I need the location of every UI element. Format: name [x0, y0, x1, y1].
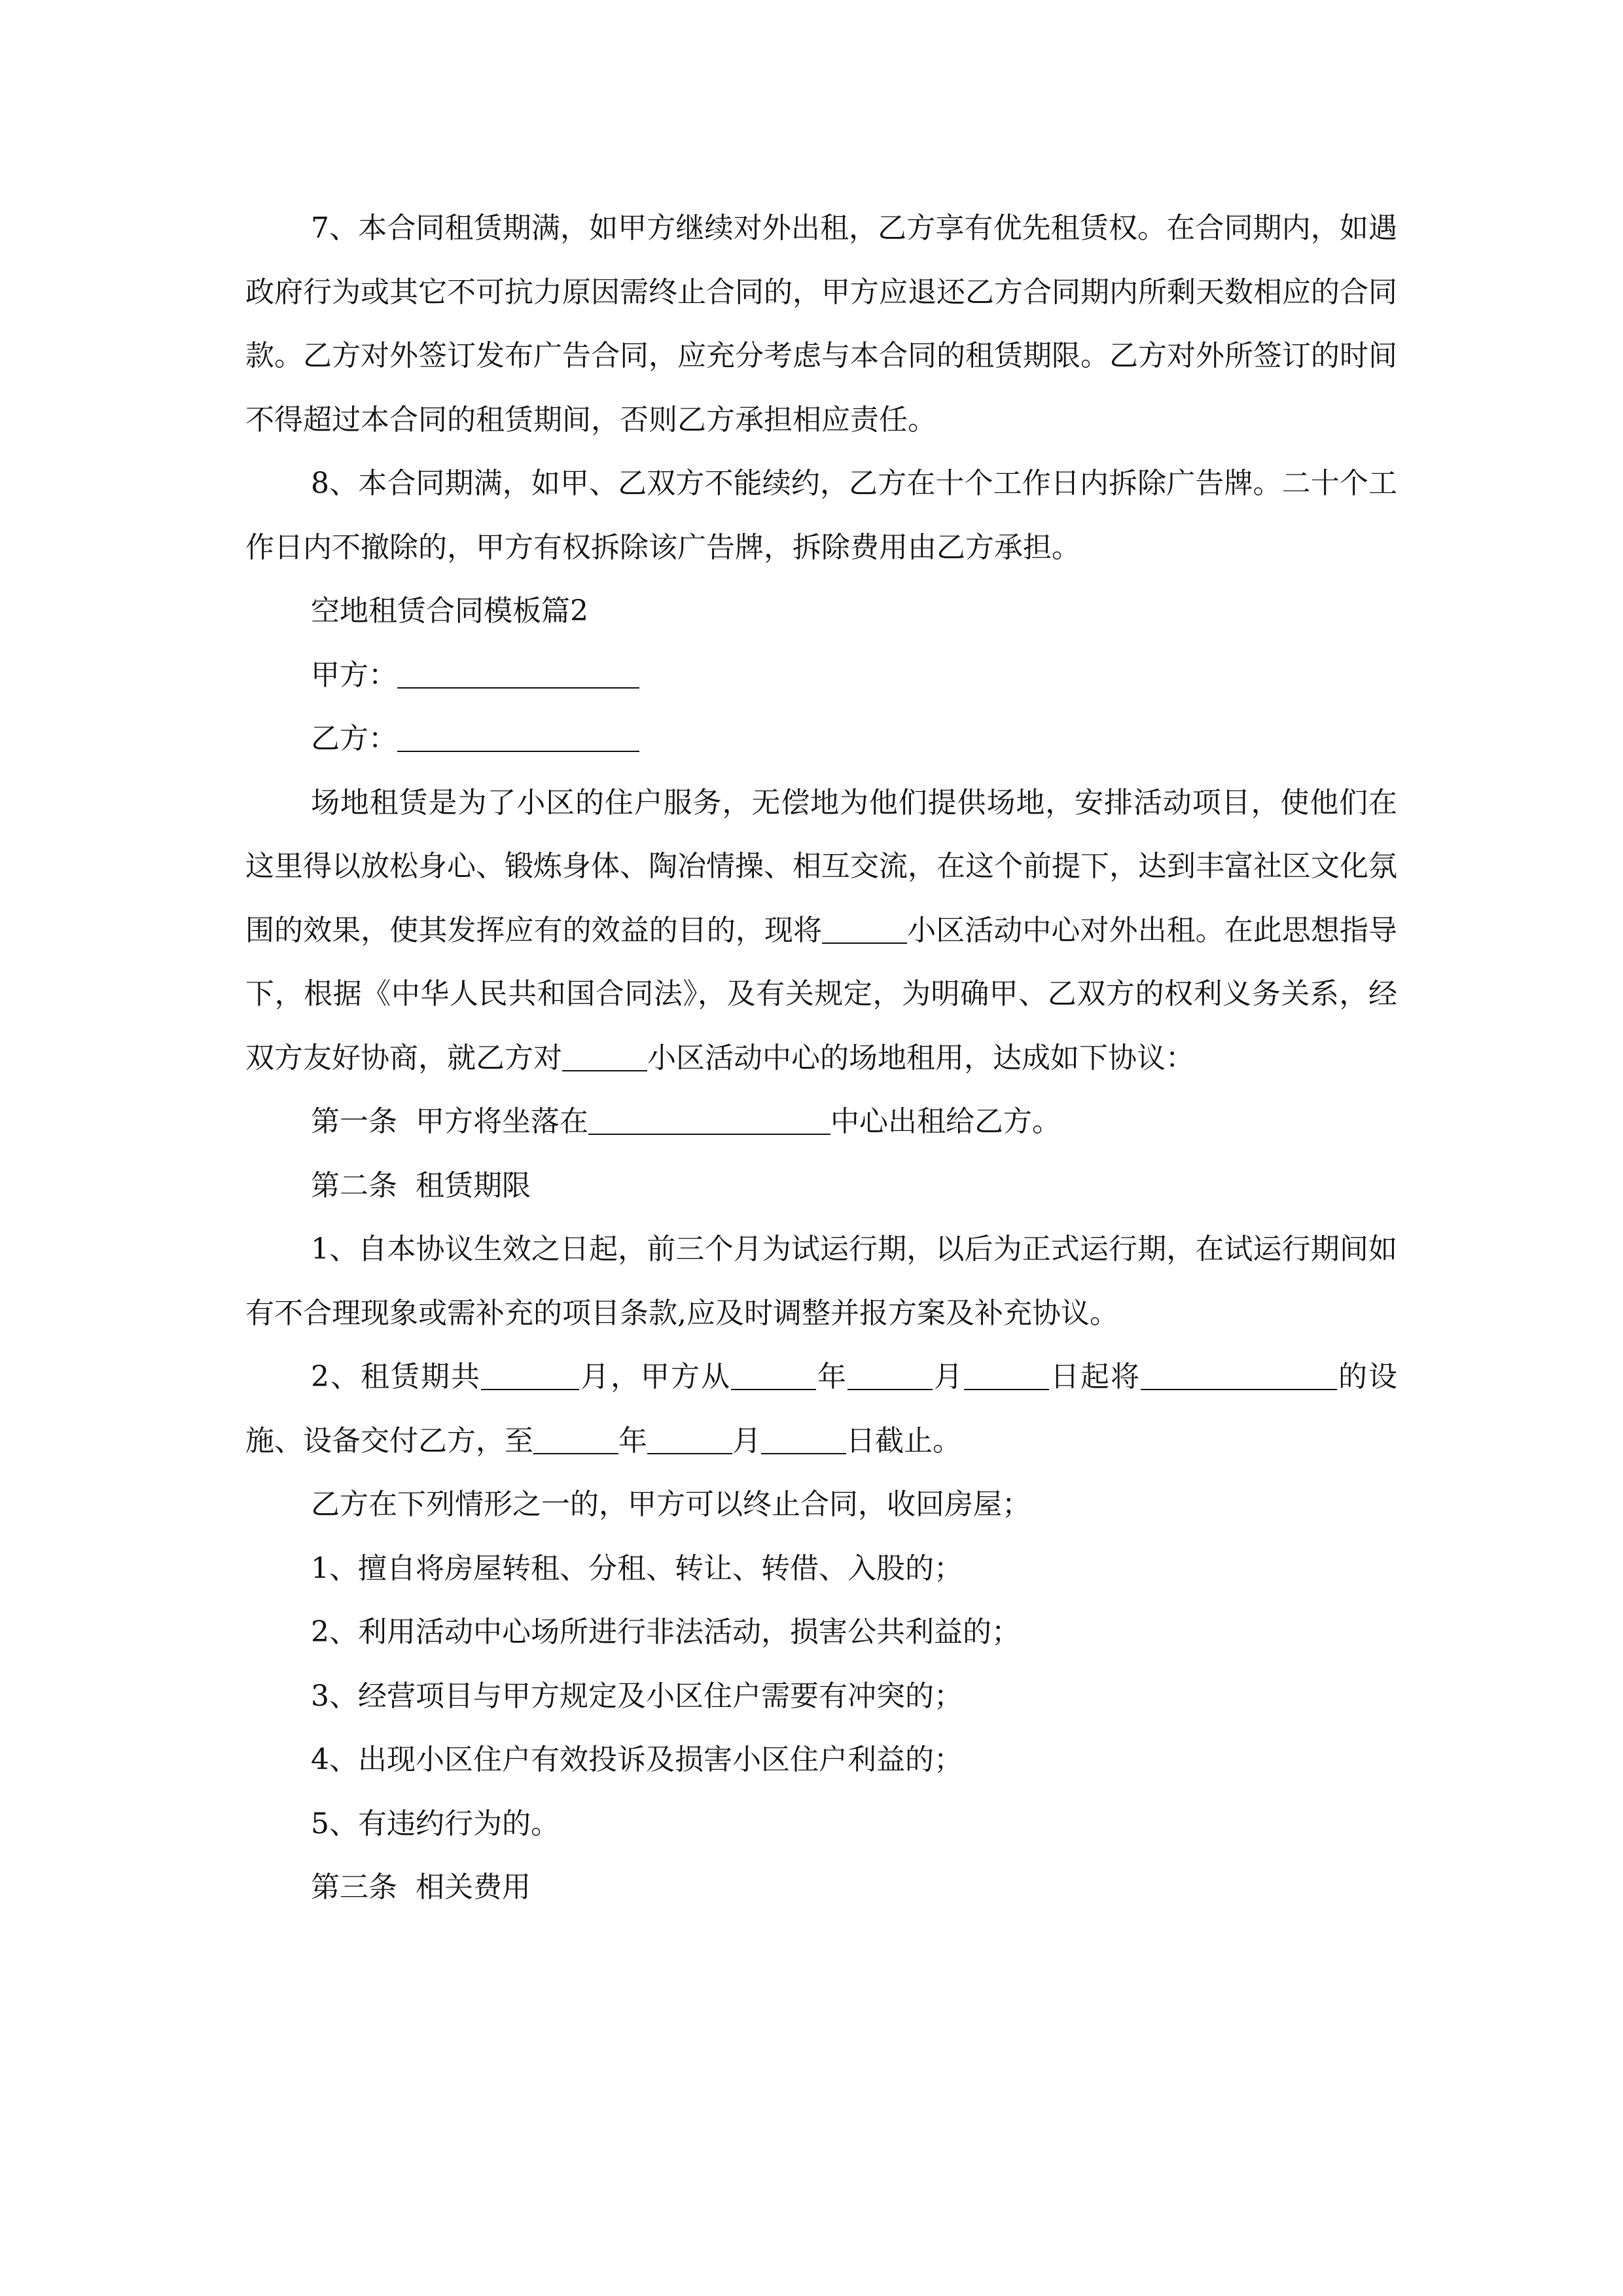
facility-blank — [1141, 1360, 1337, 1390]
clause-8: 8、本合同期满，如甲、乙双方不能续约，乙方在十个工作日内拆除广告牌。二十个工作日内不撤除的，甲方有权拆除该广告牌，拆除费用由乙方承担。 — [245, 467, 1397, 564]
article-2-item-2: 2、租赁期共 月，甲方从 年 月 日起将 的设施、设备交付乙方，至 年 月 日截止。 — [245, 1360, 1397, 1458]
community-name-blank-2 — [562, 1041, 647, 1071]
party-a-blank — [397, 658, 639, 689]
termination-item-3: 3、经营项目与甲方规定及小区住户需要有冲突的； — [311, 1679, 963, 1713]
article-1: 第一条 甲方将坐落在 中心出租给乙方。 — [311, 1105, 1061, 1138]
intro-paragraph: 场地租赁是为了小区的住户服务，无偿地为他们提供场地，安排活动项目，使他们在这里得以放松身心、锻炼身体、陶冶情操、相互交流，在这个前提下，达到丰富社区文化氛围的效果，使其发挥应有的效益的目的，现将 小区活动中心对外出租。在此思想指导下，根据《中华人民共和国合同法》，及有关规定，为明确甲、乙双方的权利义务关系，经双方友好协商，就乙方对 小区活动中心的场地租用，达成如下协议： — [245, 785, 1398, 1075]
months-blank — [481, 1360, 579, 1390]
article-2-title: 第二条 租赁期限 — [311, 1168, 531, 1202]
termination-item-5: 5、有违约行为的。 — [311, 1806, 560, 1840]
section-title: 空地租赁合同模板篇2 — [311, 594, 588, 628]
clause-7: 7、本合同租赁期满，如甲方继续对外出租，乙方享有优先租赁权。在合同期内，如遇政府行为或其它不可抗力原因需终止合同的，甲方应退还乙方合同期内所剩天数相应的合同款。乙方对外签订发布广告合同，应充分考虑与本合同的租赁期限。乙方对外所签订的时间不得超过本合同的租赁期间，否则乙方承担相应责任。 — [245, 211, 1397, 437]
party-b-label: 乙方： — [311, 722, 397, 755]
end-day-blank — [761, 1424, 846, 1454]
termination-item-1: 1、擅自将房屋转租、分租、转让、转借、入股的； — [311, 1551, 963, 1585]
party-b-line — [245, 707, 1397, 771]
party-b-blank — [397, 722, 639, 752]
termination-intro: 乙方在下列情形之一的，甲方可以终止合同，收回房屋； — [311, 1488, 1031, 1521]
start-year-blank — [731, 1360, 816, 1390]
end-month-blank — [647, 1424, 732, 1454]
article-2-item-1: 1、自本协议生效之日起，前三个月为试运行期，以后为正式运行期，在试运行期间如有不合理现象或需补充的项目条款,应及时调整并报方案及补充协议。 — [245, 1232, 1397, 1330]
location-blank — [588, 1105, 830, 1135]
start-day-blank — [964, 1360, 1049, 1390]
termination-item-2: 2、利用活动中心场所进行非法活动，损害公共利益的； — [311, 1615, 1020, 1649]
end-year-blank — [533, 1424, 618, 1454]
article-3-title: 第三条 相关费用 — [311, 1871, 531, 1904]
document-body — [245, 196, 1397, 1920]
community-name-blank-1 — [822, 914, 907, 944]
party-a-line — [245, 643, 1397, 708]
party-a-label: 甲方： — [311, 658, 397, 692]
termination-item-4: 4、出现小区住户有效投诉及损害小区住户利益的； — [311, 1743, 963, 1776]
start-month-blank — [847, 1360, 933, 1390]
